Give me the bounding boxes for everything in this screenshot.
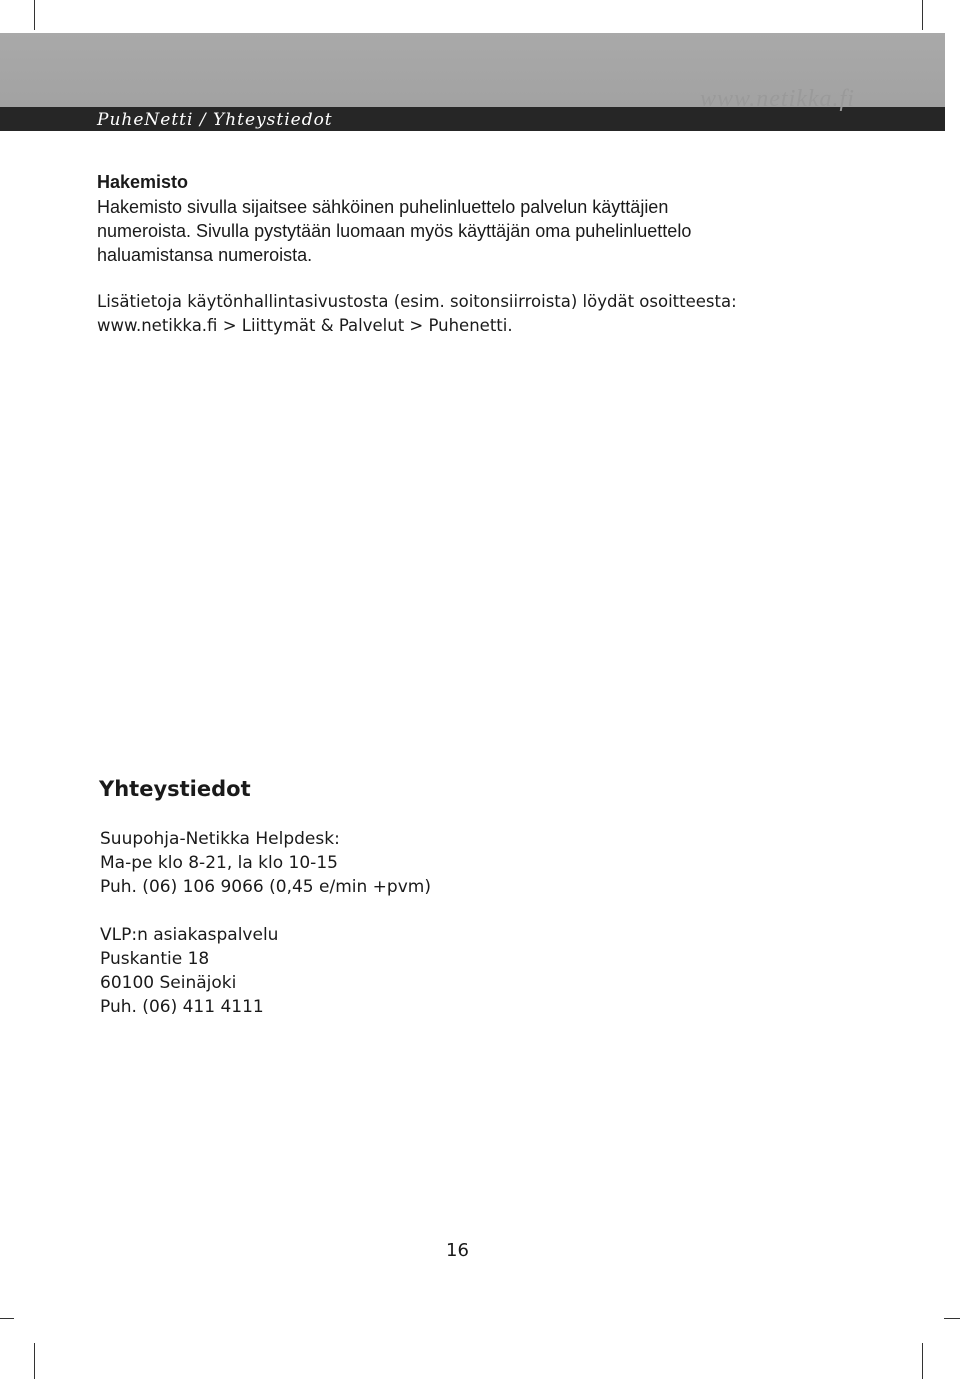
contact-line: Puh. (06) 411 4111 [100, 997, 264, 1017]
crop-mark [0, 1318, 14, 1319]
text-line: Hakemisto sivulla sijaitsee sähköinen puhelinluettelo palvelun käyttäjien [97, 197, 669, 217]
hakemisto-heading: Hakemisto [97, 172, 189, 192]
section-title: PuheNetti / Yhteystiedot [97, 110, 333, 130]
text-line: Lisätietoja käytönhallintasivustosta (esim. soitonsiirroista) löydät osoitteesta: [97, 292, 737, 311]
contact-line: 60100 Seinäjoki [100, 973, 237, 993]
helpdesk-contact [100, 827, 600, 899]
crop-mark [34, 1343, 35, 1379]
customer-service-contact [100, 923, 600, 1019]
text-line: www.netikka.fi > Liittymät & Palvelut > Puhenetti. [97, 316, 513, 335]
info-paragraph [97, 290, 797, 338]
yhteystiedot-heading: Yhteystiedot [99, 777, 251, 801]
site-url: www.netikka.fi [700, 86, 855, 112]
text-line: numeroista. Sivulla pystytään luomaan myös käyttäjän oma puhelinluettelo [97, 221, 692, 241]
crop-mark [944, 1318, 960, 1319]
contact-line: Suupohja-Netikka Helpdesk: [100, 829, 340, 849]
hakemisto-paragraph [97, 195, 797, 267]
contact-line: VLP:n asiakaspalvelu [100, 925, 279, 945]
contact-line: Ma-pe klo 8-21, la klo 10-15 [100, 853, 338, 873]
contact-line: Puh. (06) 106 9066 (0,45 e/min +pvm) [100, 877, 431, 897]
crop-mark [922, 1343, 923, 1379]
crop-mark [34, 0, 35, 30]
text-line: haluamistansa numeroista. [97, 245, 313, 265]
crop-mark [922, 0, 923, 30]
contact-line: Puskantie 18 [100, 949, 210, 969]
page-number: 16 [446, 1240, 469, 1261]
